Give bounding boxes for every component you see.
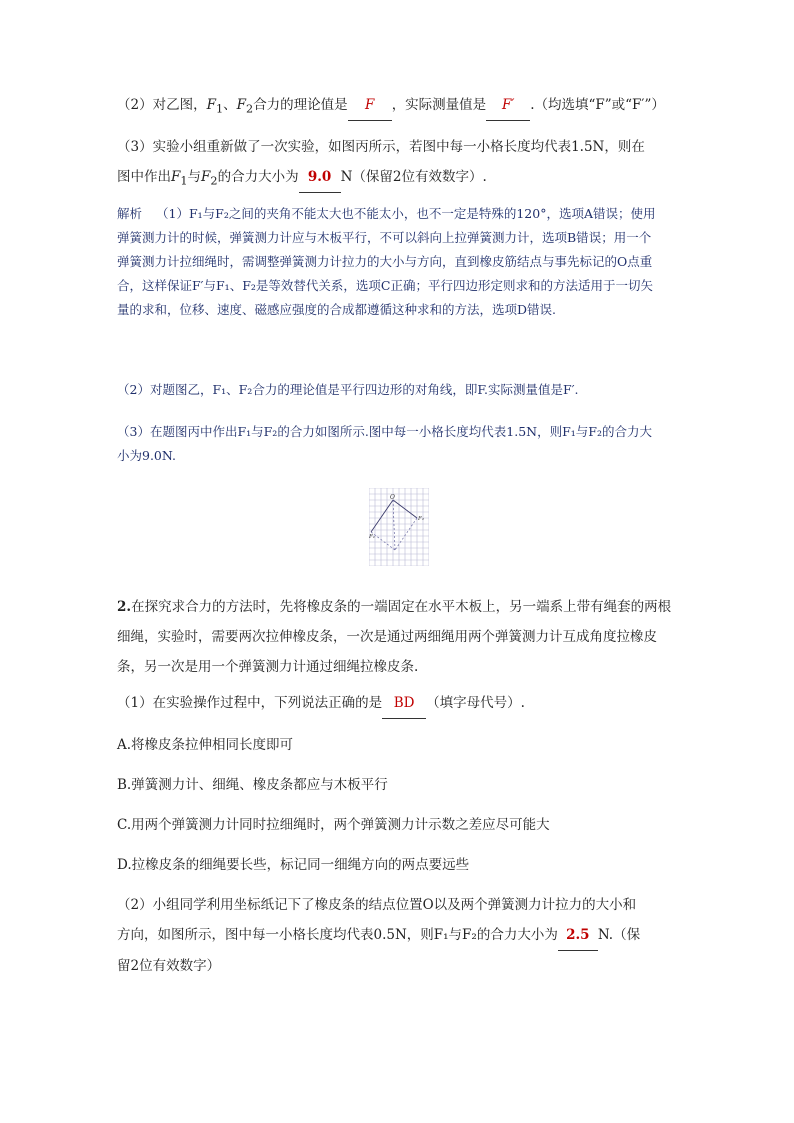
- option-a: A.将橡皮条拉伸相同长度即可: [117, 737, 294, 753]
- q2-part2: （2）小组同学利用坐标纸记下了橡皮条的结点位置O以及两个弹簧测力计拉力的大小和 方向，如图所示，图中每一小格长度均代表0.5N，则F₁与F₂的合力大小为 2.5 N.（保 留2位有效数字）: [117, 897, 641, 974]
- q2-part1: （1）在实验操作过程中，下列说法正确的是 BD （填字母代号）.: [117, 688, 677, 719]
- answer-blank: 2.5: [558, 920, 598, 951]
- grid-lines: [369, 488, 429, 566]
- q1-part2: （2）对乙图，$F_1$、$F_2$合力的理论值是 F ，实际测量值是 F′ .（均选填“F”或“F′”）: [117, 90, 677, 125]
- solution-p2: （2）对题图乙，F₁、F₂合力的理论值是平行四边形的对角线，即F.实际测量值是F′.: [117, 382, 579, 397]
- option-d: D.拉橡皮条的细绳要长些，标记同一细绳方向的两点要远些: [117, 857, 470, 873]
- question-number: 2.: [117, 599, 132, 615]
- force-diagram: [369, 488, 429, 566]
- q1-part3: （3）实验小组重新做了一次实验，如图丙所示，若图中每一小格长度均代表1.5N，则在 图中作出$F_1$与$F_2$的合力大小为 9.0 N（保留2位有效数字）.: [117, 132, 677, 197]
- option-b: B.弹簧测力计、细绳、橡皮条都应与木板平行: [117, 777, 388, 793]
- solution-tag: 解析: [117, 206, 143, 221]
- vector-f1: [371, 500, 393, 532]
- parallelogram-side-2: [395, 518, 417, 550]
- q2-stem: 2.在探究求合力的方法时，先将橡皮条的一端固定在水平木板上，另一端系上带有绳套的两根细绳，实验时，需要两次拉伸橡皮条，一次是通过两细绳用两个弹簧测力计互成角度拉橡皮条，另一次是用一个弹簧测力计通过细绳拉橡皮条.: [117, 599, 672, 675]
- solution-p1: 解析 （1）F₁与F₂之间的夹角不能太大也不能太小，也不一定是特殊的120°，选项A错误；使用弹簧测力计的时候，弹簧测力计应与木板平行，不可以斜向上拉弹簧测力计，选项B错误；用一个弹簧测力计拉细绳时，需调整弹簧测力计拉力的大小与方向，直到橡皮筋结点与事先标记的O点重合，这样保证F′与F₁、F₂是等效替代关系，选项C正确；平行四边形定则求和的方法适用于一切矢量的求和，位移、速度、磁感应强度的合成都遵循这种求和的方法，选项D错误.: [117, 206, 656, 317]
- label-o: O: [390, 494, 395, 501]
- answer-blank: 9.0: [299, 162, 341, 193]
- answer-blank: F′: [486, 90, 530, 121]
- option-c: C.用两个弹簧测力计同时拉细绳时，两个弹簧测力计示数之差应尽可能大: [117, 817, 550, 833]
- answer-blank: BD: [382, 688, 426, 719]
- label-f2: F₂: [418, 516, 425, 522]
- answer-blank: F: [348, 90, 392, 121]
- label-f1: F₁: [369, 534, 376, 540]
- solution-p3: （3）在题图丙中作出F₁与F₂的合力如图所示.图中每一小格长度均代表1.5N，则F₁与F₂的合力大小为9.0N.: [117, 424, 652, 463]
